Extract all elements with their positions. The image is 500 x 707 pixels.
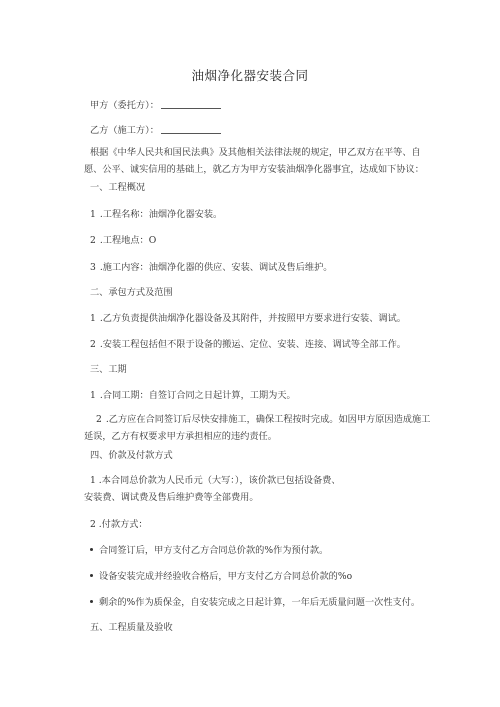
s2-item-2-text: .安装工程包括但不限于设备的搬运、定位、安装、连接、调试等全部工作。: [99, 339, 406, 350]
s4-bullet-3-text: 剩余的%作为质保金，自安装完成之日起计算，一年后无质量问题一次性支付。: [99, 597, 421, 608]
bullet-icon: [90, 548, 93, 551]
s4-bullet-1: [90, 545, 328, 557]
party-b-line: [90, 124, 221, 137]
s1-item-3: [90, 262, 332, 274]
s1-item-1-text: .工程名称：油烟净化器安装。: [99, 209, 223, 220]
s3-item-1-text: .合同工期：自签订合同之日起计算，工期为天。: [99, 390, 296, 401]
s2-item-1-text: .乙方负责提供油烟净化器设备及其附件，并按照甲方要求进行安装、调试。: [99, 313, 406, 324]
s4-bullet-1-text: 合同签订后，甲方支付乙方合同总价款的%作为预付款。: [99, 545, 329, 556]
s2-item-2: [90, 339, 406, 351]
s2-item-2-num: 2: [90, 339, 96, 350]
section-heading-5: 五、工程质量及验收: [90, 622, 173, 633]
preamble-paragraph: 根据《中华人民共和国民法典》及其他相关法律法规的规定，甲乙双方在平等、自愿、公平、诚实信用的基础上，就乙方为甲方安装油烟净化器事宜，达成如下协议：: [84, 147, 424, 175]
party-b-label: 乙方（施工方）：: [90, 125, 159, 136]
s3-item-1: [90, 390, 296, 402]
s2-item-1-num: 1: [90, 313, 96, 324]
party-a-label: 甲方（委托方）：: [90, 100, 159, 111]
s1-item-3-num: 3: [90, 262, 96, 273]
s1-item-2-num: 2: [90, 235, 96, 246]
s4-bullet-3: [90, 597, 420, 609]
s1-item-3-text: .施工内容：油烟净化器的供应、安装、调试及售后维护。: [99, 262, 333, 273]
bullet-icon: [90, 574, 93, 577]
s4-bullet-2: [90, 571, 352, 583]
s1-item-2-text: .工程地点：O: [99, 235, 157, 246]
party-b-blank[interactable]: [161, 124, 221, 134]
s3-item-2-text: .乙方应在合同签订后尽快安排施工，确保工程按时完成。如因甲方原因造成施工延误，乙方有权要求甲方承担相应的违约责任。: [84, 414, 431, 442]
section-heading-3: 三、工期: [90, 364, 127, 375]
party-a-line: [90, 99, 221, 112]
s1-item-2: [90, 235, 156, 247]
bullet-icon: [90, 600, 93, 603]
s3-item-2: [84, 411, 436, 445]
s3-item-2-num: 2: [96, 414, 102, 425]
section-heading-1: 一、工程概况: [90, 182, 146, 193]
s4-bullet-2-text: 设备安装完成并经验收合格后，甲方支付乙方合同总价款的%o: [99, 571, 353, 582]
document-title: 油烟净化器安装合同: [191, 68, 309, 83]
s4-item-1-line-1: 1 .本合同总价款为人民币元（大写：），该价款已包括设备费、: [90, 475, 341, 486]
s1-item-1: [90, 209, 222, 221]
s2-item-1: [90, 313, 406, 325]
s3-item-1-num: 1: [90, 390, 96, 401]
party-a-blank[interactable]: [161, 99, 221, 109]
section-heading-2: 二、承包方式及范围: [90, 287, 173, 298]
s4-item-2: 2 .付款方式：: [90, 519, 148, 530]
section-heading-4: 四、价款及付款方式: [90, 450, 173, 461]
s4-item-1-line-2: 安装费、调试费及售后维护费等全部费用。: [84, 492, 259, 503]
s1-item-1-num: 1: [90, 209, 96, 220]
